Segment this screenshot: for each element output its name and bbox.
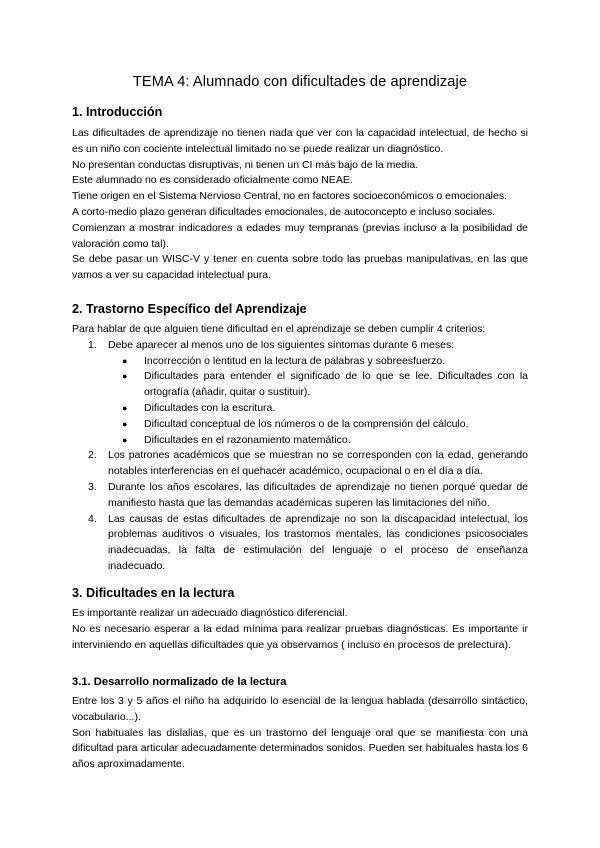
bullet-icon: ●: [122, 402, 128, 413]
subsection-body-desarrollo: [72, 694, 528, 773]
criteria-item: [72, 448, 528, 480]
section-body-trastorno: [72, 322, 528, 575]
criteria-item: [72, 512, 528, 575]
list-item-text: Dificultades en el razonamiento matemático.: [144, 433, 351, 446]
list-item-text: Dificultades con la escritura.: [144, 401, 276, 414]
section-body-introduccion: [72, 126, 528, 284]
bullet-icon: ●: [122, 434, 128, 445]
list-item: [108, 401, 528, 417]
criteria-number: 3.: [88, 480, 97, 493]
list-item-text: Incorrección o lentitud en la lectura de palabras y sobreesfuerzo.: [144, 354, 446, 367]
paragraph: Se debe pasar un WISC-V y tener en cuenta sobre todo las pruebas manipulativas, en las que vamos a ver su capacidad intelectual pura.: [72, 253, 528, 282]
symptom-list: [108, 354, 528, 449]
bullet-icon: ●: [122, 371, 128, 382]
paragraph: Las dificultades de aprendizaje no tienen nada que ver con la capacidad intelectual, de hecho si es un niño con cociente intelectual limitado no se puede realizar un diagnóstico.: [72, 127, 528, 155]
list-item-text: Dificultad conceptual de los números o de la comprensión del cálculo.: [144, 417, 469, 430]
criteria-number: 4.: [88, 512, 97, 525]
criteria-item: [72, 338, 528, 449]
list-item: [108, 433, 528, 449]
section-heading-trastorno: 2. Trastorno Específico del Aprendizaje: [72, 302, 307, 316]
paragraph: No presentan conductas disruptivas, ni tienen un CI más bajo de la media.: [72, 158, 419, 171]
list-item: [108, 354, 528, 370]
section-body-lectura: [72, 606, 528, 653]
criteria-intro: Para hablar de que alguien tiene dificultad en el aprendizaje se deben cumplir 4 criterios:: [72, 323, 486, 335]
criteria-text: Los patrones académicos que se muestran no se corresponden con la edad, generando notables interferencias en el quehacer académico, ocupacional o en el día a día.: [108, 449, 528, 478]
paragraph: Es importante realizar un adecuado diagnóstico diferencial.: [72, 607, 348, 619]
bullet-icon: ●: [122, 418, 128, 429]
list-item: [108, 417, 528, 433]
bullet-icon: ●: [122, 355, 128, 366]
section-heading-lectura: 3. Dificultades en la lectura: [72, 586, 235, 600]
list-item: [108, 369, 528, 401]
section-heading-introduccion: 1. Introducción: [72, 105, 163, 119]
criteria-number: 2.: [88, 449, 97, 462]
criteria-list: [72, 338, 528, 575]
document-title: TEMA 4: Alumnado con dificultades de aprendizaje: [132, 74, 468, 90]
paragraph: Tiene origen en el Sistema Nervioso Central, no en factores socioeconómicos o emocionales.: [72, 190, 508, 203]
criteria-text: Durante los años escolares, las dificultades de aprendizaje no tienen porqué quedar de manifiesto hasta que las demandas académicas superen las limitaciones del niño.: [108, 480, 528, 509]
criteria-text: Las causas de estas dificultades de aprendizaje no son la discapacidad intelectual, los problemas auditivos o visuales, los trastornos mentales, las condiciones psicosociales inadecuadas, la falta de estimulación del lenguaje o el proceso de enseñanza inadecuado.: [108, 512, 528, 572]
criteria-item: [72, 480, 528, 512]
subsection-heading-desarrollo: 3.1. Desarrollo normalizado de la lectura: [72, 676, 287, 688]
paragraph: Comienzan a mostrar indicadores a edades muy tempranas (previas incluso a la posibilidad de valoración como tal).: [72, 221, 528, 250]
paragraph: A corto-medio plazo generan dificultades emocionales, de autoconcepto e incluso sociales.: [72, 205, 496, 218]
paragraph: Entre los 3 y 5 años el niño ha adquirido lo esencial de la lengua hablada (desarrollo sintáctico, vocabulario...).: [72, 695, 528, 723]
list-item-text: Dificultades para entender el significado de lo que se lee. Dificultades con la ortografía (añadir, quitar o sustituir).: [144, 370, 528, 399]
paragraph: Son habituales las dislalias, que es un trastorno del lenguaje oral que se manifiesta con una dificultad para articular adecuadamente determinados sonidos. Pueden ser habituales hasta los 6 años aproximadamente.: [72, 726, 528, 771]
criteria-number: 1.: [88, 338, 97, 351]
paragraph: Este alumnado no es considerado oficialmente como NEAE.: [72, 174, 353, 187]
paragraph: No es necesario esperar a la edad mínima para realizar pruebas diagnósticas. Es importante ir interviniendo en aquellas dificultades que ya observamos ( incluso en procesos de prelectura).: [72, 622, 528, 651]
criteria-text: Debe aparecer al menos uno de los siguientes síntomas durante 6 meses:: [108, 338, 455, 351]
